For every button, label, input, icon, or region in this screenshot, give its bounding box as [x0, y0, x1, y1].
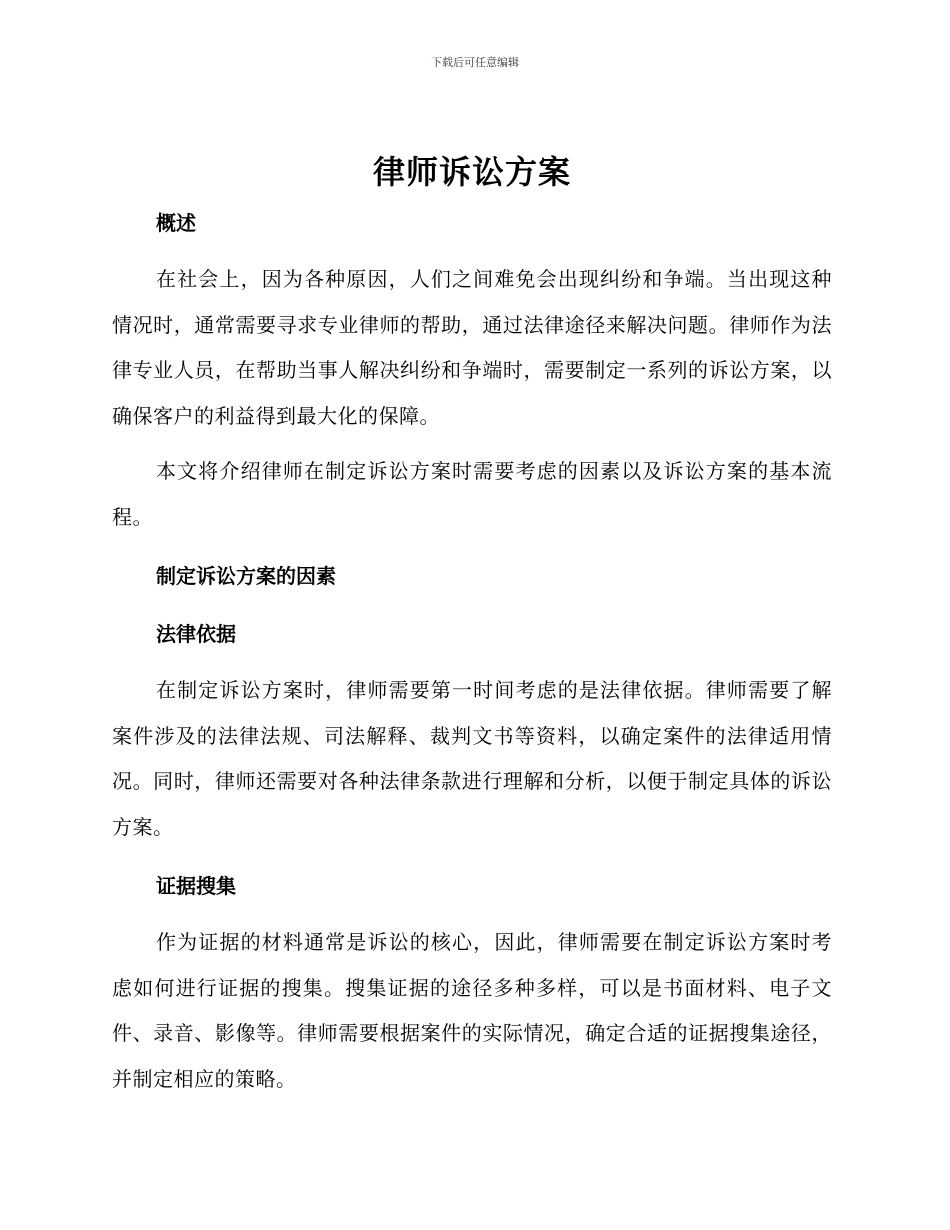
paragraph-overview-1: 在社会上，因为各种原因，人们之间难免会出现纠纷和争端。当出现这种情况时，通常需要寻求专业律师的帮助，通过法律途径来解决问题。律师作为法律专业人员，在帮助当事人解决纠纷和争端时，需要制定一系列的诉讼方案，以确保客户的利益得到最大化的保障。: [112, 267, 832, 428]
header-note: 下载后可任意编辑: [431, 56, 519, 69]
document-body: [112, 150, 832, 1102]
document-title: 律师诉讼方案: [372, 153, 571, 191]
paragraph-evidence: 作为证据的材料通常是诉讼的核心，因此，律师需要在制定诉讼方案时考虑如何进行证据的搜集。搜集证据的途径多种多样，可以是书面材料、电子文件、录音、影像等。律师需要根据案件的实际情况，确定合适的证据搜集途径，并制定相应的策略。: [112, 930, 832, 1091]
paragraph-overview-2: 本文将介绍律师在制定诉讼方案时需要考虑的因素以及诉讼方案的基本流程。: [112, 459, 832, 529]
paragraph-legal-basis: 在制定诉讼方案时，律师需要第一时间考虑的是法律依据。律师需要了解案件涉及的法律法规、司法解释、裁判文书等资料，以确定案件的法律适用情况。同时，律师还需要对各种法律条款进行理解和分析，以便于制定具体的诉讼方案。: [112, 678, 832, 839]
section-heading-overview: 概述: [156, 211, 196, 235]
section-heading-factors: 制定诉讼方案的因素: [156, 564, 336, 588]
subsection-heading-legal-basis: 法律依据: [156, 622, 236, 646]
subsection-heading-evidence: 证据搜集: [156, 874, 236, 898]
